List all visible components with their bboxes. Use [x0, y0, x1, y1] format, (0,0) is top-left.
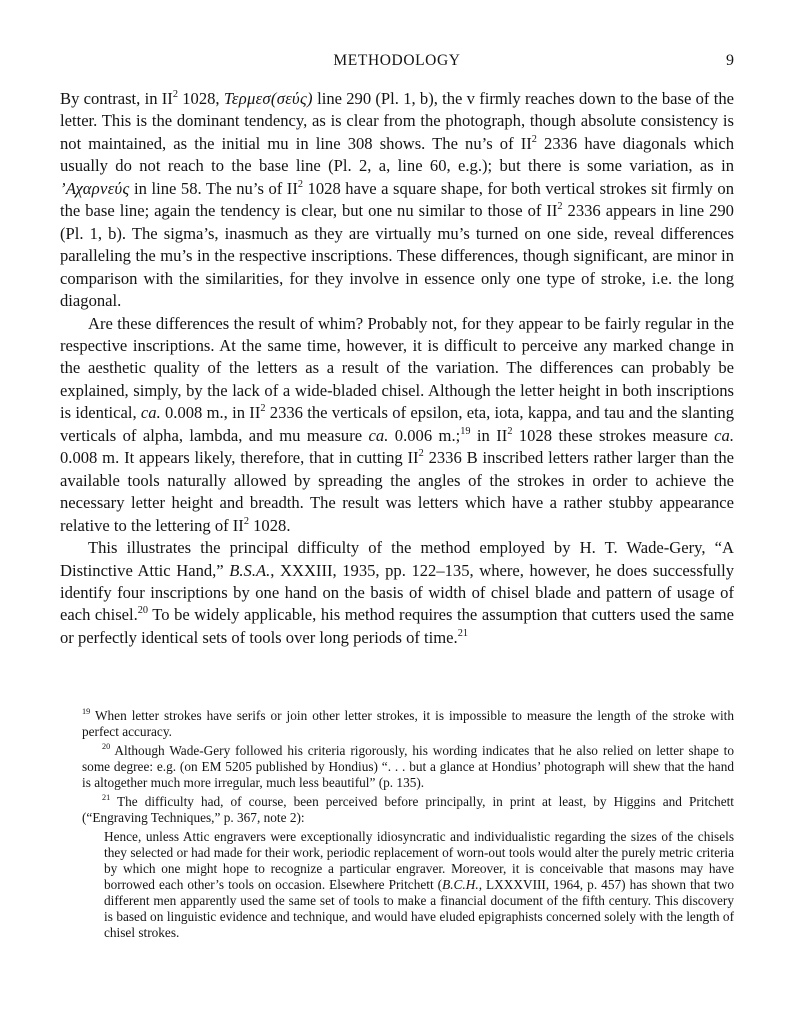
- greek-word: ’Αχαρνεύς: [60, 178, 130, 198]
- footnote-ref-21[interactable]: 21: [457, 627, 468, 639]
- running-head-title: METHODOLOGY: [333, 52, 461, 69]
- footnotes: [82, 708, 734, 941]
- footnote-ref-19[interactable]: 19: [460, 425, 471, 437]
- footnote-21: $^{21}$ The difficulty had, of course, been perceived before principally, in print at least, by Higgins and Pritchett (“Engraving Techniques,” p. 367, note 2):: [82, 793, 734, 825]
- footnote-ref-20[interactable]: 20: [137, 605, 149, 617]
- paragraph-2: Are these differences the result of whim? Probably not, for they appear to be fairly regular in the respective inscriptions. At the same time, however, it is difficult to perceive any marked change in the aesthetic quality of the letters as a result of the variation. The differences can probably be explained, simply, by the lack of a wide-bladed chisel. Although the letter height in both inscriptions is identical, ca. 0.008 m., in $II^2$ 2336 the verticals of epsilon, eta, iota, kappa, and tau and the slanting verticals of alpha, lambda, and mu measure ca. 0.006 m.;$^{19}$ in $II^2$ 1028 these strokes measure ca. 0.008 m. It appears likely, therefore, that in cutting $II^2$ 2336 B inscribed letters rather larger than the available tools naturally allowed by spreading the angles of the strokes in order to achieve the necessary letter height and breadth. The result was letters which have a rather stubby appearance relative to the lettering of $II^2$ 1028.: [60, 313, 735, 535]
- paragraph-1: By contrast, in $II^2$ 1028, Τερμεσ(σεύς) line 290 (Pl. 1, b), the v firmly reaches down to the base of the letter. This is the dominant tendency, as is clear from the photograph, though absolute consistency is not maintained, as the initial mu in line 308 shows. The nu’s of $II^2$ 2336 have diagonals which usually do not reach to the base line (Pl. 2, a, line 60, e.g.); but there is some variation, as in ’Αχαρνεύς in line 58. The nu’s of $II^2$ 1028 have a square shape, for both vertical strokes sit firmly on the base line; again the tendency is clear, but one nu similar to those of $II^2$ 2336 appears in line 290 (Pl. 1, b). The sigma’s, inasmuch as they are virtually mu’s turned on one side, reveal differences paralleling the mu’s in the respective inscriptions. These differences, though significant, are minor in comparison with the similarities, for they involve in essence only one type of stroke, i.e. the long diagonal.: [60, 88, 734, 311]
- block-quote: Hence, unless Attic engravers were exceptionally idiosyncratic and individualistic regarding the sizes of the chisels they selected or had made for their work, periodic replacement of worn-out tools would alter the purely metric criteria by which one might hope to recognize a particular engraver. Moreover, it is conceivable that masons may have borrowed each other’s tools on occasion. Elsewhere Pritchett (B.C.H., LXXXVIII, 1964, p. 457) has shown that two different men apparently used the same set of tools to make a financial document of the fifth century. This discovery is based on linguistic evidence and technique, and would have eluded epigraphists concerned solely with the length of chisel strokes.: [104, 829, 734, 940]
- greek-word: Τερμεσ(σεύς): [223, 89, 313, 108]
- journal-title: B.C.H.: [442, 877, 479, 892]
- main-text: [60, 88, 734, 649]
- page-number: 9: [726, 52, 734, 69]
- running-head: [60, 52, 734, 76]
- paragraph-3: This illustrates the principal difficulty of the method employed by H. T. Wade-Gery, “A Distinctive Attic Hand,” B.S.A., XXXIII, 1935, pp. 122–135, where, however, he does successfully identify four inscriptions by one hand on the basis of width of chisel blade and pattern of usage of each chisel.$^{20}$ To be widely applicable, his method requires the assumption that cutters used the same or perfectly identical sets of tools over long periods of time.$^{21}$: [60, 538, 734, 647]
- journal-title: B.S.A.: [229, 560, 271, 580]
- footnote-19: $^{19}$ When letter strokes have serifs or join other letter strokes, it is impossible to measure the length of the stroke with perfect accuracy.: [82, 707, 734, 739]
- footnote-20: $^{20}$ Although Wade-Gery followed his criteria rigorously, his wording indicates that he also relied on letter shape to some degree: e.g. (on EM 5205 published by Hondius) “. . . but a glance at Hondius’ photograph will shew that the hand is altogether much more irregular, much less beautiful” (p. 135).: [82, 742, 734, 790]
